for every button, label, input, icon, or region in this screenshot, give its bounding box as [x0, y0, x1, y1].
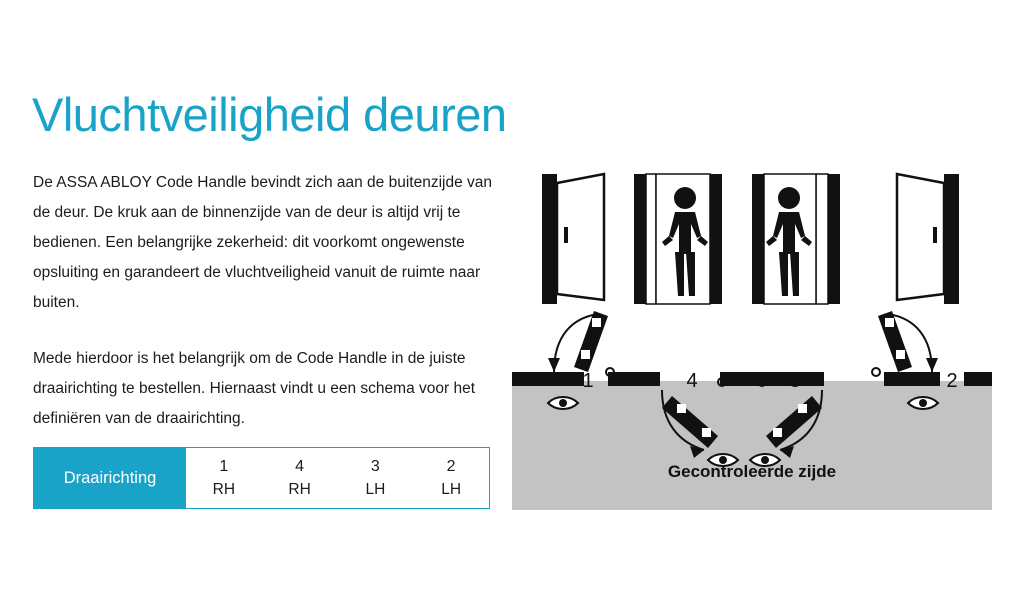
door-number-3: 3: [789, 370, 801, 392]
swing-arrow-1: [548, 358, 560, 372]
door-number-2: 2: [946, 370, 958, 392]
direction-cell-hand: RH: [288, 481, 311, 498]
body-paragraph-1: De ASSA ABLOY Code Handle bevindt zich aan de buitenzijde van de deur. De kruk aan de binnenzijde van de deur is altijd vrij te bedienen. Een belangrijke zekerheid: dit voorkomt ongewenste opsluiting en garandeert de vluchtveiligheid vanuit de ruimte naar buiten.: [33, 174, 492, 311]
direction-cell-1: [186, 448, 262, 508]
door-swing-diagram: [512, 150, 992, 510]
direction-cell-4: [413, 448, 489, 508]
door-frame-4: [944, 174, 959, 304]
door-number-4: 4: [686, 370, 698, 392]
body-copy: [33, 168, 503, 434]
direction-table-cells: [186, 448, 489, 508]
door-handle-4: [933, 227, 937, 243]
door-plan-2: [872, 311, 938, 376]
door-panel-2: [646, 174, 656, 304]
direction-cell-hand: LH: [365, 481, 386, 498]
eye-icon-1: [548, 397, 578, 409]
wall-segment-mid-left: [608, 372, 660, 386]
direction-table-label: Draairichting: [34, 448, 186, 508]
swing-arrow-2: [926, 358, 938, 372]
wall-segment-right: [964, 372, 992, 386]
door-frame-1: [542, 174, 557, 304]
door-frame-2-left: [634, 174, 646, 304]
door-panel-3: [816, 174, 828, 304]
direction-cell-number: 1: [219, 458, 229, 475]
door-frame-2-right: [710, 174, 722, 304]
eye-icon-2: [908, 397, 938, 409]
direction-table: [33, 447, 490, 509]
direction-cell-2: [262, 448, 338, 508]
door-pictogram-4: [897, 174, 959, 304]
direction-cell-number: 3: [370, 458, 380, 475]
wall-segment-mid: [720, 372, 824, 386]
body-paragraph-2: Mede hierdoor is het belangrijk om de Code Handle in de juiste draairichting te bestellen. Hiernaast vindt u een schema voor het definiëren van de draairichting.: [33, 350, 475, 427]
controlled-side-caption: Gecontroleerde zijde: [667, 462, 837, 481]
wall-segment-mid-right: [884, 372, 940, 386]
hinge-point-2: [872, 368, 880, 376]
direction-cell-3: [338, 448, 414, 508]
door-frame-3-left: [752, 174, 764, 304]
direction-cell-hand: LH: [441, 481, 462, 498]
door-number-1: 1: [582, 370, 594, 392]
door-handle-1: [564, 227, 568, 243]
door-pictogram-1: [542, 174, 604, 304]
direction-cell-hand: RH: [212, 481, 236, 498]
wall-segment-left: [512, 372, 584, 386]
door-pictogram-2: [634, 174, 722, 304]
page-title: Vluchtveiligheid deuren: [32, 88, 507, 142]
door-plan-1: [548, 311, 614, 376]
door-frame-3-right: [828, 174, 840, 304]
direction-cell-number: 2: [446, 458, 456, 475]
direction-cell-number: 4: [295, 458, 305, 475]
door-pictogram-3: [752, 174, 840, 304]
diagram-svg: [512, 150, 992, 510]
